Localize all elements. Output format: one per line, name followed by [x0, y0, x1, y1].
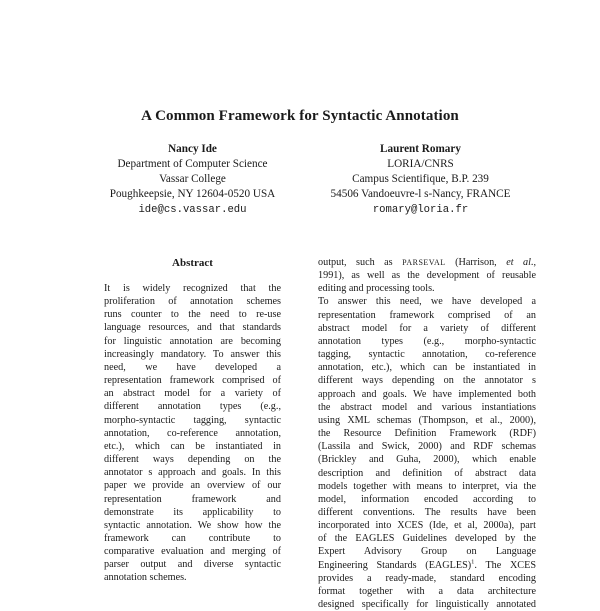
- intro-line: description and definition of abstract data: [318, 467, 536, 479]
- footnote-marker[interactable]: 1: [471, 558, 475, 566]
- intro-line: tagging, syntactic annotation, co-reference: [318, 349, 536, 361]
- intro-line: representation framework comprised of an: [318, 309, 536, 321]
- intro-line: abstract model for a variety of different: [318, 322, 536, 334]
- intro-line: approach and goals. We have implemented both: [318, 388, 536, 400]
- author-email[interactable]: romary@loria.fr: [372, 204, 469, 216]
- intro-text: .,: [530, 257, 537, 268]
- intro-line: different ways depending on the annotator s: [318, 375, 536, 387]
- abstract-line: etc.), which can be instantiated in: [104, 440, 281, 452]
- abstract-line: annotation, co-reference annotation,: [104, 427, 281, 439]
- abstract-line: language resources, and that standards: [104, 322, 281, 334]
- author-affiliation-line: Department of Computer Science: [117, 158, 268, 170]
- intro-line: Expert Advisory Group on Language: [318, 546, 536, 558]
- intro-line: models together with means to interpret, via the: [318, 480, 536, 492]
- author-affiliation-line: 54506 Vandoeuvre-l s-Nancy, FRANCE: [330, 188, 511, 200]
- intro-line: provides a ready-made, standard encoding: [318, 572, 536, 584]
- author-email[interactable]: ide@cs.vassar.edu: [138, 204, 247, 216]
- intro-line: designed specifically for linguistically annotated: [318, 599, 536, 611]
- author-block-1: [80, 142, 305, 218]
- intro-line: using XML schemas (Thompson, et al., 2000),: [318, 414, 536, 426]
- intro-body: [318, 256, 536, 611]
- intro-text: output, such as: [318, 257, 403, 268]
- intro-line: [318, 256, 536, 269]
- intro-line: (Brickley and Guha, 2000), which enable: [318, 454, 536, 466]
- author-affiliation-line: Campus Scientifique, B.P. 239: [352, 173, 489, 185]
- intro-line: the abstract model and various instantiations: [318, 401, 536, 413]
- intro-text: (Harrison,: [445, 257, 507, 268]
- intro-line: editing and processing tools.: [318, 283, 435, 295]
- abstract-line: It is widely recognized that the: [104, 283, 281, 294]
- abstract-line: syntactic annotation. We show how the: [104, 519, 281, 531]
- abstract-line: runs counter to the need to re-use: [104, 309, 281, 321]
- abstract-heading: Abstract: [172, 257, 213, 269]
- intro-line: annotation, etc.), which can be instantiated in: [318, 362, 536, 374]
- abstract-line: proliferation of annotation schemes: [104, 296, 281, 308]
- intro-line: 1991), as well as the development of reusable: [318, 270, 536, 282]
- et-al: et al: [506, 257, 531, 268]
- author-affiliation-line: Poughkeepsie, NY 12604-0520 USA: [109, 188, 276, 200]
- author-name: Nancy Ide: [168, 143, 217, 155]
- abstract-line: for linguistic annotation are becoming: [104, 335, 281, 347]
- author-name: Laurent Romary: [380, 143, 461, 155]
- abstract-line: different ways depending on the: [104, 454, 281, 466]
- intro-line: To answer this need, we have developed a: [318, 296, 536, 308]
- abstract-line: different annotation types (e.g.,: [104, 401, 281, 413]
- author-affiliation-line: LORIA/CNRS: [387, 158, 454, 170]
- abstract-line: annotation schemes.: [104, 572, 187, 584]
- intro-line: [318, 559, 536, 572]
- abstract-line: framework can contribute to: [104, 532, 281, 544]
- intro-line: (Lassila and Swick, 2000) and RDF schemas: [318, 441, 536, 453]
- paper-title: A Common Framework for Syntactic Annotation: [141, 108, 459, 124]
- abstract-line: annotator s approach and goals. In this: [104, 467, 281, 479]
- intro-line: the Resource Definition Framework (RDF): [318, 428, 536, 440]
- abstract-line: comparative evaluation and merging of: [104, 546, 281, 558]
- abstract-line: demonstrate its applicability to: [104, 506, 281, 518]
- abstract-line: paper we provide an overview of our: [104, 480, 281, 492]
- intro-text: Engineering Standards (EAGLES): [318, 559, 472, 571]
- intro-text: . The XCES: [474, 559, 536, 571]
- abstract-line: need, we have developed a: [104, 361, 281, 373]
- abstract-line: representation framework comprised of: [104, 375, 281, 387]
- parseval-term: PARSEVAL: [402, 258, 446, 267]
- abstract-line: parser output and diverse syntactic: [104, 559, 281, 571]
- intro-line: of the EAGLES Guidelines developed by the: [318, 533, 536, 545]
- intro-line: format together with a data architecture: [318, 585, 536, 597]
- abstract-body: [104, 282, 281, 585]
- abstract-line: representation framework and: [104, 493, 281, 505]
- intro-line: annotation types (e.g., morpho-syntactic: [318, 335, 536, 347]
- abstract-line: increasingly mandatory. To answer this: [104, 348, 281, 360]
- author-affiliation-line: Vassar College: [159, 173, 226, 185]
- abstract-line: morpho-syntactic tagging, syntactic: [104, 414, 281, 426]
- author-block-2: [308, 142, 533, 218]
- intro-line: different conventions. The results have been: [318, 506, 536, 518]
- abstract-line: an abstract model for a variety of: [104, 388, 281, 400]
- intro-line: incorporated into XCES (Ide, et al, 2000a), part: [318, 520, 536, 532]
- intro-line: model, information encoded according to: [318, 493, 536, 505]
